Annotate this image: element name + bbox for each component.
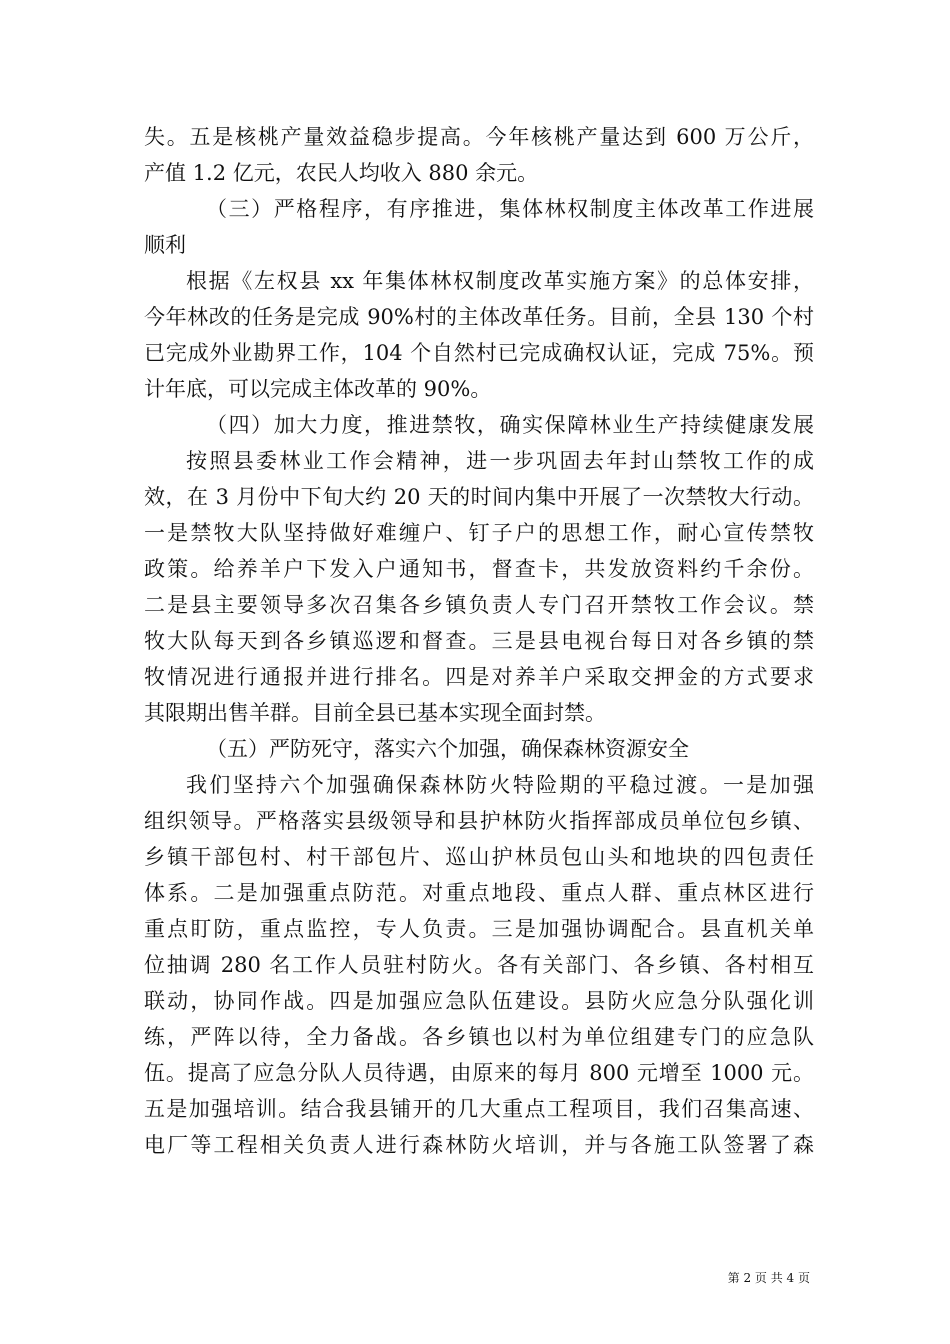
text-line: 根据《左权县 xx 年集体林权制度改革实施方案》的总体安排， bbox=[186, 269, 814, 293]
text-line: 组织领导。严格落实县级领导和县护林防火指挥部成员单位包乡镇、 bbox=[144, 809, 814, 833]
page-number: 第 2 页 共 4 页 bbox=[727, 1271, 810, 1285]
text-line: 计年底，可以完成主体改革的 90%。 bbox=[144, 377, 492, 401]
text-line: 伍。提高了应急分队人员待遇，由原来的每月 800 元增至 1000 元。 bbox=[144, 1061, 814, 1085]
text-line: 二是县主要领导多次召集各乡镇负责人专门召开禁牧工作会议。禁 bbox=[144, 593, 814, 617]
text-line: 已完成外业勘界工作，104 个自然村已完成确权认证，完成 75%。预 bbox=[144, 341, 814, 365]
text-line: 效，在 3 月份中下旬大约 20 天的时间内集中开展了一次禁牧大行动。 bbox=[144, 485, 814, 509]
document-body bbox=[144, 119, 814, 1163]
text-line: 五是加强培训。结合我县铺开的几大重点工程项目，我们召集高速、 bbox=[144, 1097, 814, 1121]
section-heading-5: （五）严防死守，落实六个加强，确保森林资源安全 bbox=[206, 737, 689, 761]
text-line: 牧大队每天到各乡镇巡逻和督查。三是县电视台每日对各乡镇的禁 bbox=[144, 629, 814, 653]
text-line: 按照县委林业工作会精神，进一步巩固去年封山禁牧工作的成 bbox=[186, 449, 814, 473]
text-line: 政策。给养羊户下发入户通知书，督查卡，共发放资料约千余份。 bbox=[144, 557, 814, 581]
text-line: 失。五是核桃产量效益稳步提高。今年核桃产量达到 600 万公斤， bbox=[144, 125, 814, 149]
text-line: 我们坚持六个加强确保森林防火特险期的平稳过渡。一是加强 bbox=[186, 773, 814, 797]
text-line: 其限期出售羊群。目前全县已基本实现全面封禁。 bbox=[144, 701, 606, 725]
text-line: 位抽调 280 名工作人员驻村防火。各有关部门、各乡镇、各村相互 bbox=[144, 953, 814, 977]
section-heading-4: （四）加大力度，推进禁牧，确实保障林业生产持续健康发展 bbox=[206, 413, 814, 437]
section-heading-3: （三）严格程序，有序推进，集体林权制度主体改革工作进展 bbox=[206, 197, 814, 221]
text-line: 产值 1.2 亿元，农民人均收入 880 余元。 bbox=[144, 161, 539, 185]
text-line: 练，严阵以待，全力备战。各乡镇也以村为单位组建专门的应急队 bbox=[144, 1025, 814, 1049]
text-line: 重点盯防，重点监控，专人负责。三是加强协调配合。县直机关单 bbox=[144, 917, 814, 941]
text-line: 今年林改的任务是完成 90%村的主体改革任务。目前，全县 130 个村 bbox=[144, 305, 814, 329]
text-line: 一是禁牧大队坚持做好难缠户、钉子户的思想工作，耐心宣传禁牧 bbox=[144, 521, 814, 545]
text-line: 牧情况进行通报并进行排名。四是对养羊户采取交押金的方式要求 bbox=[144, 665, 814, 689]
section-heading-3-continued: 顺利 bbox=[144, 233, 186, 257]
text-line: 电厂等工程相关负责人进行森林防火培训，并与各施工队签署了森 bbox=[144, 1133, 814, 1157]
text-line: 联动，协同作战。四是加强应急队伍建设。县防火应急分队强化训 bbox=[144, 989, 814, 1013]
text-line: 体系。二是加强重点防范。对重点地段、重点人群、重点林区进行 bbox=[144, 881, 814, 905]
text-line: 乡镇干部包村、村干部包片、巡山护林员包山头和地块的四包责任 bbox=[144, 845, 814, 869]
